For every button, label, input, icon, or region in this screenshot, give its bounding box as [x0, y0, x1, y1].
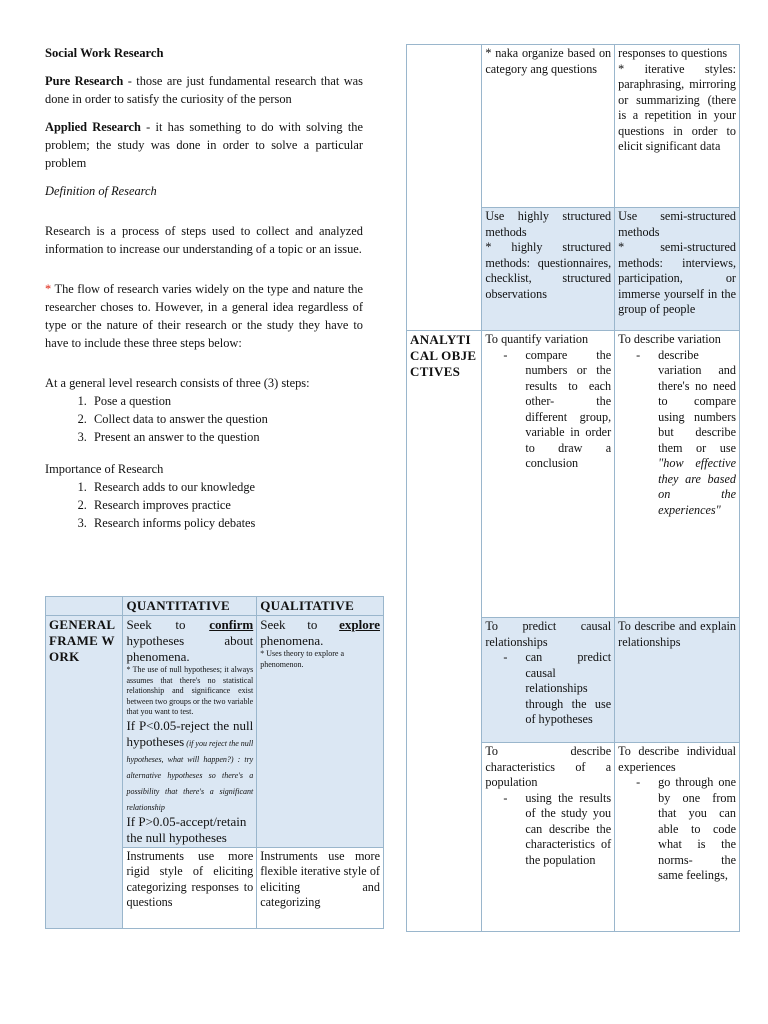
- comparison-table-left: [45, 596, 384, 929]
- list-item: 2. Collect data to answer the question: [90, 410, 363, 428]
- definition-text: Research is a process of steps used to collect and analyzed information to increase our understanding of a topic or an issue.: [45, 224, 363, 256]
- list-item: 3. Present an answer to the question: [90, 428, 363, 446]
- qual-seek-text: Seek to explore phenomena.: [260, 617, 380, 648]
- row-label-analytical-objectives: ANALYTICAL OBJECTIVES: [407, 331, 482, 932]
- applied-research-text: - it has something to do with solving the problem; the study was done in order to solve a particular problem: [45, 120, 363, 170]
- list-item: 1. Research adds to our knowledge: [90, 478, 363, 496]
- quantify-variation-heading: To quantify variation: [485, 332, 589, 346]
- steps-list: [45, 392, 363, 446]
- row-label-general-framework: GENERAL FRAME WORK: [46, 616, 123, 929]
- importance-list: [45, 478, 363, 532]
- predict-causal-heading: To predict causal relationships: [485, 619, 612, 649]
- describe-individual-heading: To describe individual experiences: [618, 744, 736, 774]
- definition-heading: Definition of Research: [45, 184, 157, 198]
- asterisk-marker: *: [45, 282, 52, 296]
- p-value-accept: If P>0.05-accept/retain the null hypotheses: [126, 813, 247, 845]
- describe-characteristics-detail: - using the results of the study you can describe the characteristics of the population: [525, 791, 611, 869]
- qual-iterative-cell: responses to questions * iterative styles: paraphrasing, mirroring or summarizing (there is a repetition in your questions in order to elicit significant data: [615, 45, 740, 208]
- list-item: 1. Pose a question: [90, 392, 363, 410]
- describe-individual-detail: - go through one by one from that you can able to code what is the norms- the same feelings,: [658, 775, 736, 884]
- flow-paragraph: [45, 280, 363, 352]
- quant-category-cell: * naka organize based on category ang questions: [482, 45, 615, 208]
- list-item: 3. Research informs policy debates: [90, 514, 363, 532]
- null-hypotheses-note: * The use of null hypotheses; it always assumes that there's no statistical relationship and significance exist between two groups or the two variable that you want to test.: [126, 665, 254, 716]
- predict-causal-cell: [482, 618, 615, 743]
- pure-research-label: Pure Research: [45, 74, 124, 88]
- document-title: Social Work Research: [45, 46, 164, 60]
- quantify-variation-detail: - compare the numbers or the results to each other- the different group, variable in order to draw a conclusion: [525, 348, 611, 472]
- p-value-reject: If P<0.05-reject the null hypotheses (if you reject the null hypotheses, what will happen?) : try alternative hypotheses so there's a possibility that there's a significant relationship: [126, 717, 254, 812]
- describe-variation-heading: To describe variation: [618, 332, 721, 346]
- quant-seek-text: Seek to confirm hypotheses about phenomena.: [126, 617, 254, 664]
- pure-research-paragraph: [45, 72, 363, 108]
- framework-continued-label-cell: [407, 45, 482, 331]
- left-column: [45, 44, 363, 542]
- theory-note: * Uses theory to explore a phenomenon.: [260, 649, 344, 669]
- instruments-quantitative-cell: Instruments use more rigid style of eliciting categorizing responses to questions: [123, 847, 257, 928]
- list-item: 2. Research improves practice: [90, 496, 363, 514]
- table-corner-cell: [46, 597, 123, 616]
- pure-research-text: - those are just fundamental research that was done in order to satisfy the curiosity of the person: [45, 74, 364, 106]
- predict-causal-detail: - can predict causal relationships through the use of hypotheses: [525, 650, 611, 728]
- describe-characteristics-heading: To describe characteristics of a population: [485, 744, 612, 789]
- applied-research-paragraph: [45, 118, 363, 172]
- instruments-qualitative-cell: Instruments use more flexible iterative style of eliciting and categorizing: [257, 847, 384, 928]
- describe-individual-experiences-cell: [615, 743, 740, 932]
- describe-variation-detail: - describe variation and there's no need to compare using numbers but describe them or use "how effective they are based on the experiences": [658, 348, 736, 519]
- comparison-table-right: [406, 44, 740, 932]
- general-framework-qualitative-cell: [257, 616, 384, 848]
- describe-explain-relationships-cell: To describe and explain relationships: [615, 618, 740, 743]
- importance-heading: Importance of Research: [45, 462, 164, 476]
- applied-research-label: Applied Research: [45, 120, 141, 134]
- header-qualitative: QUALITATIVE: [257, 597, 384, 616]
- header-quantitative: QUANTITATIVE: [123, 597, 257, 616]
- describe-characteristics-cell: [482, 743, 615, 932]
- quantify-variation-cell: [482, 331, 615, 618]
- quant-structured-methods-cell: Use highly structured methods * highly structured methods: questionnaires, checklist, structured observations: [482, 208, 615, 331]
- describe-variation-cell: [615, 331, 740, 618]
- steps-intro: At a general level research consists of three (3) steps:: [45, 376, 310, 390]
- flow-text: The flow of research varies widely on the type and nature the researcher choses to. However, in a general idea regardless of type or the nature of their research or the study they have to have to include these three steps below:: [45, 282, 363, 350]
- qual-semi-structured-methods-cell: Use semi-structured methods * semi-structured methods: interviews, participation, or immerse yourself in the group of people: [615, 208, 740, 331]
- general-framework-quantitative-cell: [123, 616, 257, 848]
